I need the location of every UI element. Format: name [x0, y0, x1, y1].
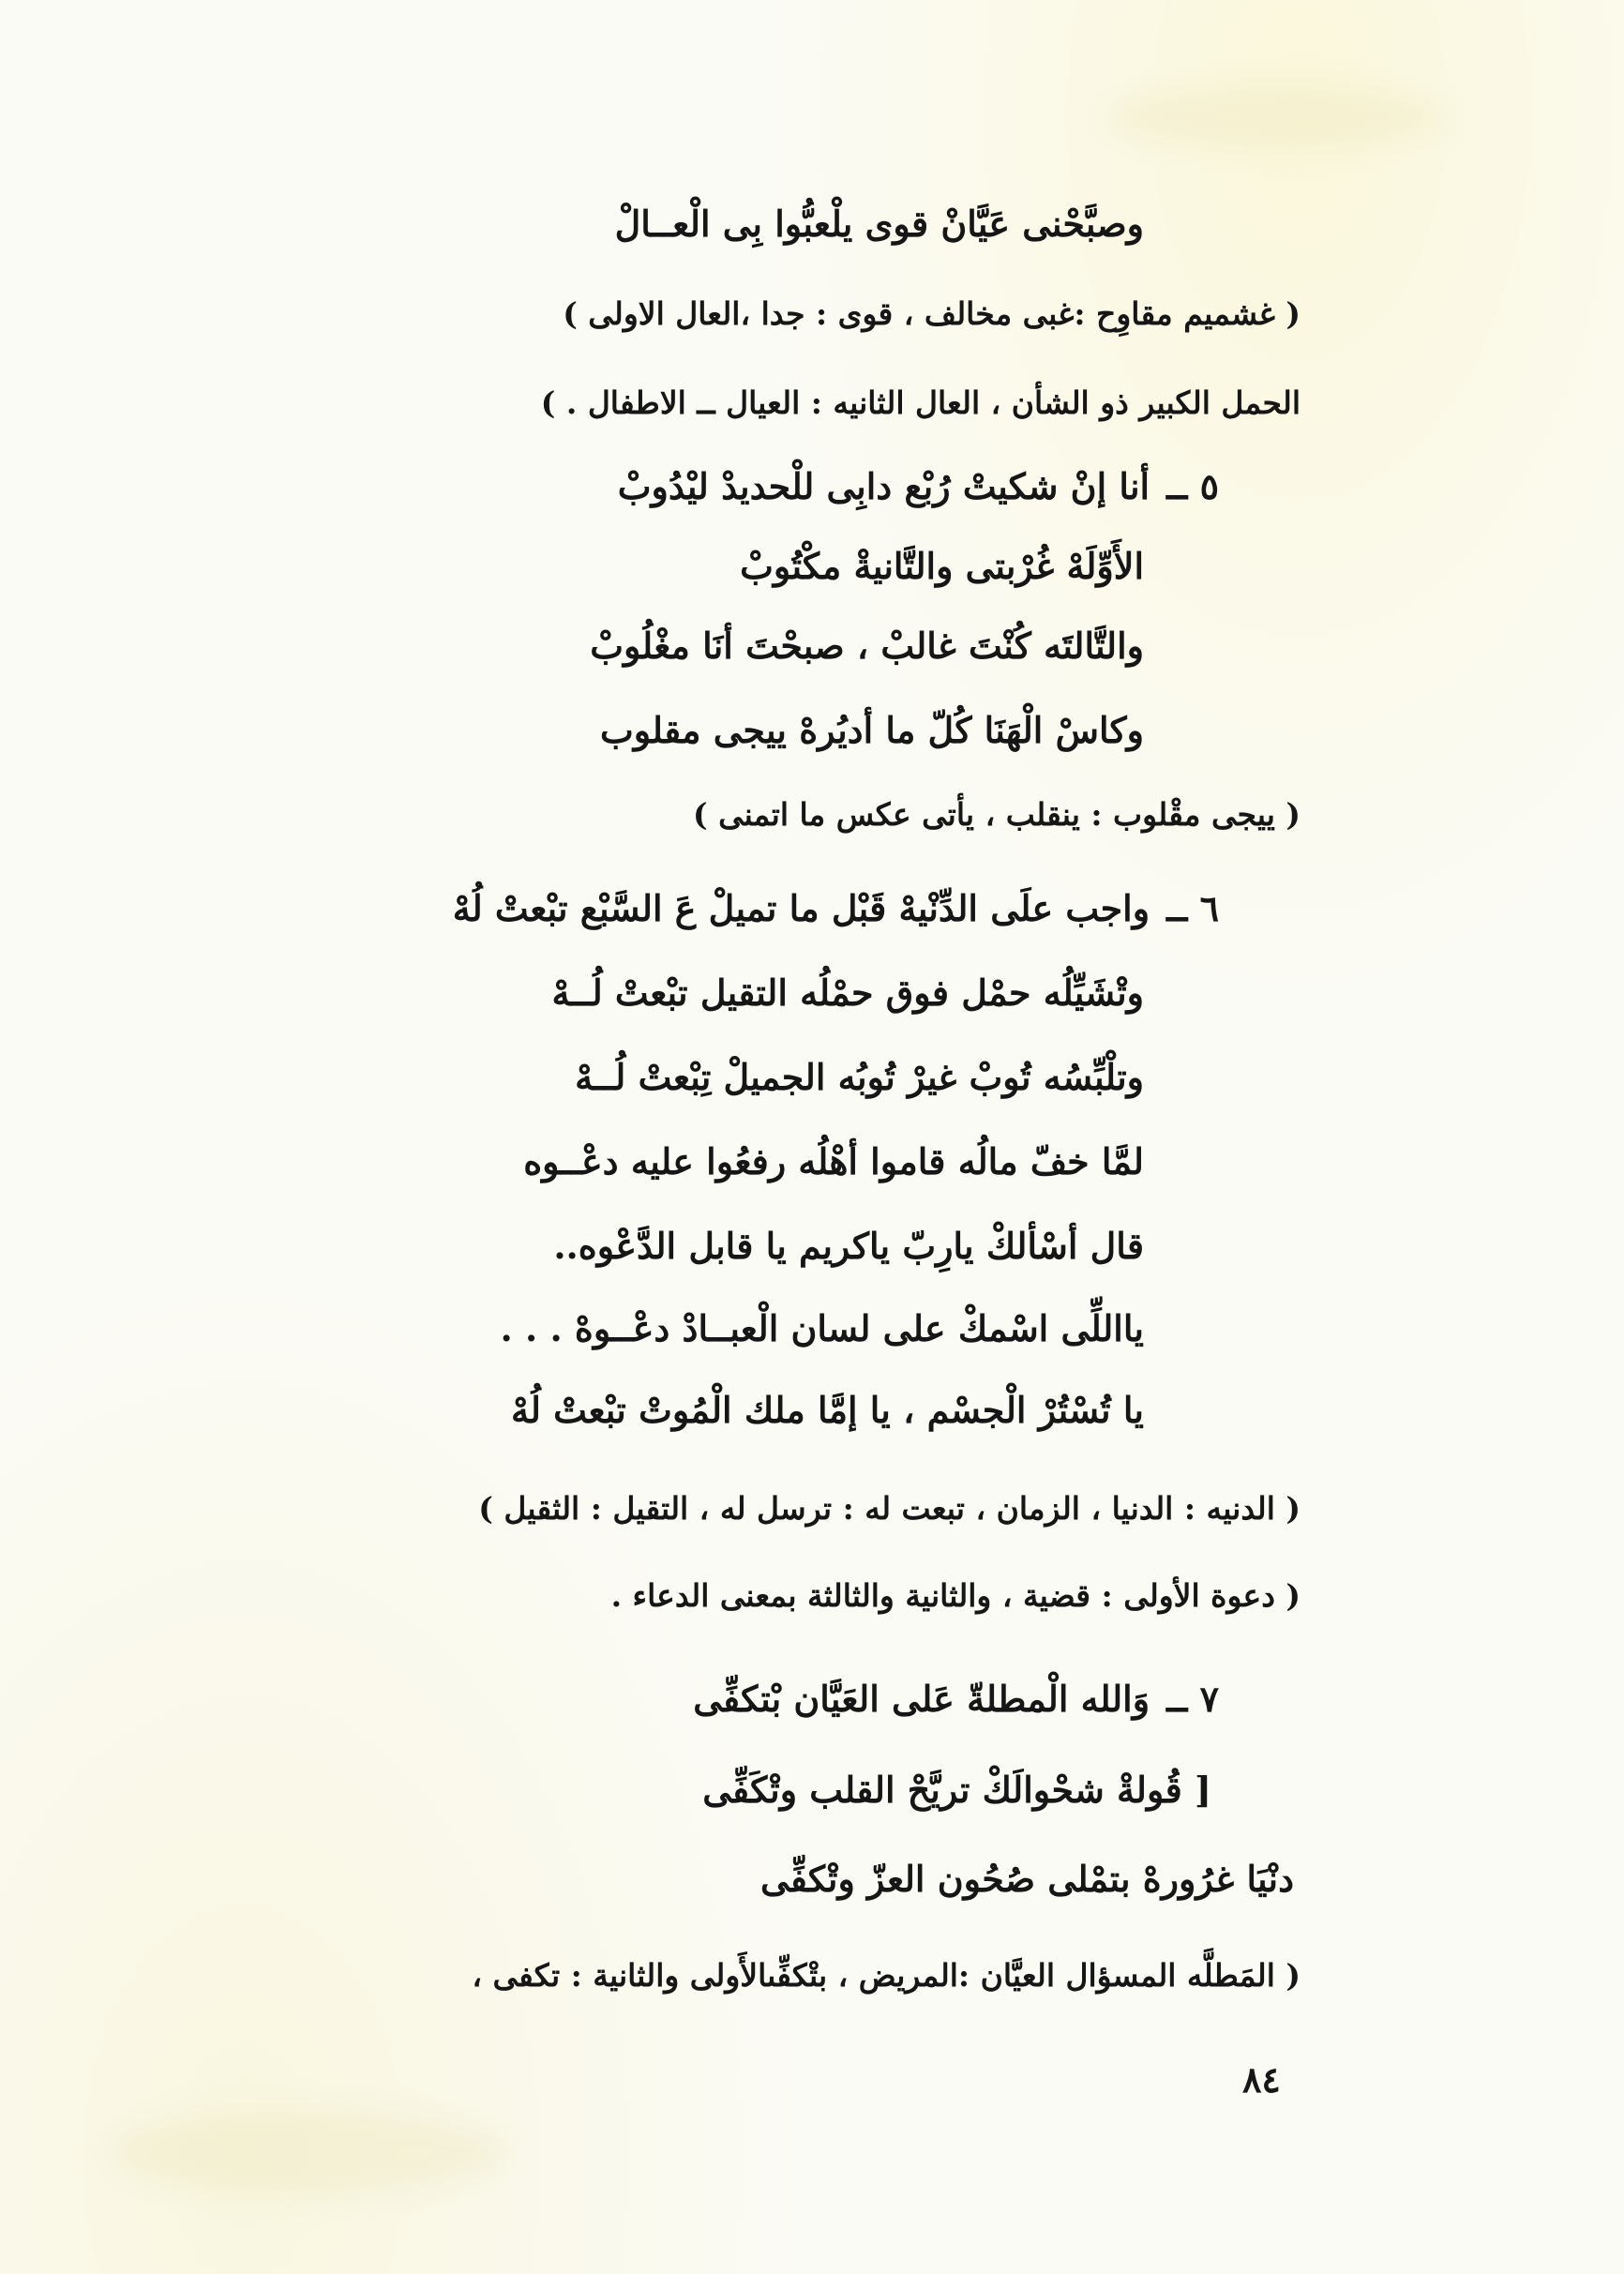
verse-line: قال أسْألكْ يارِبّ ياكريم يا قابل الدَّعْوه..	[553, 1225, 1144, 1267]
note-line: ( ييجى مقْلوب : ينقلب ، يأتى عكس ما اتمنى )	[692, 796, 1301, 833]
paper-stain	[1106, 84, 1444, 150]
stanza-number: ٧ ــ	[1166, 1678, 1219, 1720]
verse-line	[452, 887, 1219, 929]
verse-line: وتْشَيِّلُه حمْل فوق حمْلُه التقيل تبْعتْ لُــهْ	[551, 971, 1144, 1014]
page-number: ٨٤	[1242, 2058, 1281, 2101]
note-line: الحمل الكبير ذو الشأن ، العال الثانيه : العيال ــ الاطفال . )	[540, 384, 1301, 421]
verse-text: أنا إنْ شكيتْ رُبْع دابِى للْحديدْ ليْدُوبْ	[617, 465, 1150, 507]
verse-line: وكاسْ الْهَنَا كُلّ ما أديُرهْ ييجى مقلوب	[599, 709, 1144, 751]
verse-line	[693, 1678, 1219, 1720]
verse-line: وصبَّحْنى عَيَّانْ قوى يلْعبُّوا بِى الْعــالْ	[614, 203, 1144, 245]
verse-line: يااللِّى اسْمكْ على لسان الْعبــادْ دعْــوهْ . . .	[500, 1307, 1144, 1349]
stanza-number: ٥ ــ	[1166, 465, 1219, 507]
verse-line: لمَّا خفّ مالُه قاموا أهْلُه رفعُوا عليه دعْــوه	[523, 1140, 1144, 1182]
stanza-number: ٦ ــ	[1166, 887, 1219, 929]
note-line: ( الدنيه : الدنيا ، الزمان ، تبعت له : ترسل له ، التقيل : الثقيل )	[478, 1490, 1301, 1527]
verse-line: دنْيَا غرُورهْ بتمْلى صُحُون العزّ وتْكفِّى	[760, 1858, 1294, 1900]
verse-line: وتلْبِّسُه تُوبْ غيرْ تُوبُه الجميلْ تِبْعتْ لُــهْ	[575, 1056, 1144, 1098]
verse-line: يا تُسْتُرْ الْجسْم ، يا إمَّا ملك الْمُوتْ تبْعتْ لُهْ	[510, 1389, 1144, 1431]
note-line: ( المَطلَّه المسؤال العيَّان :المريض ، بتْكفِّىالأَولى والثانية : تكفى ،	[472, 1957, 1301, 1994]
verse-line: الأَوِّلَهْ غُرْبتى والتَّانيةْ مكْتُوبْ	[740, 545, 1144, 587]
verse-line: والتَّالتَه كُنْتَ غالبْ ، صبحْتَ أنَا مغْلُوبْ	[590, 625, 1144, 667]
verse-text: وَالله الْمطلةّ عَلى العَيَّان بْتكفِّى	[693, 1678, 1150, 1720]
verse-line	[617, 465, 1219, 507]
verse-text: واجب علَى الدِّنْيهْ قَبْل ما تميلْ عَ السَّبْع تبْعتْ لُهْ	[452, 887, 1150, 929]
note-line: ( غشميم مقاوِح :غبى مخالف ، قوى : جدا ،العال الاولى )	[563, 295, 1301, 332]
paper-stain	[113, 2110, 506, 2194]
note-line: ( دعوة الأولى : قضية ، والثانية والثالثة بمعنى الدعاء .	[610, 1577, 1301, 1614]
verse-line: [ قُولةْ شحْوالَكْ تريَّحْ القلب وتْكَفِّى	[702, 1769, 1211, 1811]
